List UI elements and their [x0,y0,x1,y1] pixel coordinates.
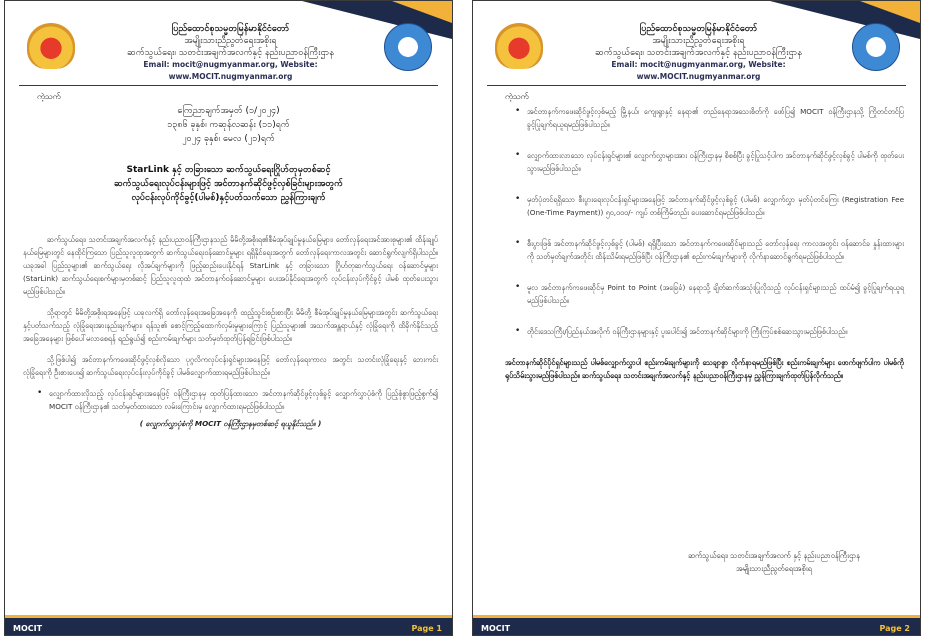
corner-ribbon-accent [392,1,452,23]
subject-line: ဆက်သွယ်ရေးလုပ်ငန်းများဖြင့် အင်တာနက်ဆိုင်ဖွင့်လှစ်ခြင်းများအတွက် [114,179,343,189]
page-footer [473,613,920,635]
footer-org-label: MOCIT [481,624,511,633]
reference-label: ကဲ့သက် [505,92,529,101]
page-number: Page 1 [411,624,442,633]
bullet-icon: • [515,282,521,292]
signature-block [688,549,860,575]
list-item-text: မူလ အင်တာနက်ကဖေးဆိုင်မှ Point to Point (အခြေခံ) နေရာသို့ ချိတ်ဆက်အသုံးပြုလိုသည့် လုပ်ငန်းရှင်များသည် ထပ်မံ၍ ခွင့်ပြုချက်ရယူရမည်ဖြစ်ပါသည်။ [527,283,904,305]
state-emblem-icon [495,23,543,69]
footer-org-label: MOCIT [13,624,43,633]
letterhead-contact: Email: mocit@nugmyanmar.org, Website: www.MOCIT.nugmyanmar.org [143,60,318,81]
signature-ministry: ဆက်သွယ်ရေး၊ သတင်းအချက်အလက် နှင့် နည်းပညာဝန်ကြီးဌာန [687,551,860,560]
list-item-text: လျှောက်ထားလာသော လုပ်ငန်းရှင်များ၏ လျှောက်လွှာများအား ဝန်ကြီးဌာနမှ စိစစ်ပြီး ခွင့်ပြုသင့်ပါက အင်တာနက်ဆိုင်ဖွင့်လှစ်ခွင့် ပါမစ်ကို ထုတ်ပေးသွားမည်ဖြစ်ပါသည်။ [527,151,904,173]
bullet-icon: • [515,106,521,116]
header-divider [19,85,438,86]
list-item-text: တိုင်းဒေသကြီး/ပြည်နယ်အလိုက် ဝန်ကြီးဌာနများနှင့် ပူးပေါင်း၍ အင်တာနက်ဆိုင်များကို ကြီးကြပ်စစ်ဆေးသွားမည်ဖြစ်ပါသည်။ [527,327,848,336]
bullet-icon: • [515,150,521,160]
list-item-text: စီးပွားဖြစ် အင်တာနက်ဆိုင်ဖွင့်လှစ်ခွင့် (ပါမစ်) ရရှိပြီးသော အင်တာနက်ကဖေးဆိုင်များသည် တော်လှန်ရေး ကာလအတွင်း ဝန်ဆောင်ခ နှုန်းထားများကို သတ်မှတ်ချက်အတိုင်း ထိန်းသိမ်းရမည်ဖြစ်ပြီး ဝန်ကြီးဌာန၏ စည်းကမ်းချက်များကို လိုက်နာဆောင်ရွက်ရမည်ဖြစ်ပါသည်။ [527,239,904,261]
reference-label: ကဲ့သက် [37,92,61,101]
body-paragraph: သို့ရာတွင် မိမိတို့အစိုးရအနေဖြင့် ယခုလက်ရှိ တော်လှန်ရေးအခြေအနေကို ထည့်သွင်းစဉ်းစားပြီး မိမိတို့ စီမံအုပ်ချုပ်မှုနယ်မြေများအတွင်း ဆက်သွယ်ရေးနှင့်ပတ်သက်သည့် လုံခြုံရေးအားနည်းချက်များ၊ ရန်သူ၏ စောင့်ကြည့်ထောက်လှမ်းမှုများကြောင့် ပြည်သူများ၏ အသက်အန္တရာယ်နှင့် လုံခြုံရေးကို ထိခိုက်နိုင်သည့် အခြေအနေများ ဖြစ်ပေါ်မလာစေရန် ရည်ရွယ်၍ စည်းကမ်းချက်များ သတ်မှတ်ထုတ်ပြန်ရခြင်းဖြစ်ပါသည်။ [23,308,438,343]
letterhead [551,23,846,83]
bullet-icon: • [37,388,43,398]
announcement-number: ကြေညာချက်အမှတ် (၁/၂၀၂၄) [177,106,280,116]
letterhead-ministry: ဆက်သွယ်ရေး၊ သတင်းအချက်အလက်နှင့် နည်းပညာဝန်ကြီးဌာန [127,48,334,58]
letterhead-country: ပြည်ထောင်စုသမ္မတမြန်မာနိုင်ငံတော် [639,24,758,34]
bullet-icon: • [515,326,521,336]
header-divider [487,85,906,86]
footer-bar [473,618,920,635]
list-item [515,325,904,338]
application-note: ( လျှောက်လွှာပုံစံကို MOCIT ဝန်ကြီးဌာနမှတစ်ဆင့် ရယူနိုင်သည်။ ) [139,419,322,428]
corner-ribbon-accent [860,1,920,23]
page-footer [5,613,452,635]
state-emblem-icon [27,23,75,69]
announcement-body [23,233,438,430]
list-item-text: လျှောက်ထားလိုသည့် လုပ်ငန်းရှင်များအနေဖြင့် ဝန်ကြီးဌာနမှ ထုတ်ပြန်ထားသော အင်တာနက်ဆိုင်ဖွင့်လှစ်ခွင့် လျှောက်လွှာပုံစံကို ပြည့်စုံစွာဖြည့်စွက်၍ MOCIT ဝန်ကြီးဌာန၏ သတ်မှတ်ထားသော လမ်းကြောင်းမှ လျှောက်ထားရမည်ဖြစ်ပါသည်။ [49,389,438,411]
document-page-2 [472,0,921,636]
bullet-icon: • [515,238,521,248]
page-number: Page 2 [879,624,910,633]
letterhead [83,23,378,83]
bullet-icon: • [515,194,521,204]
list-item [515,149,904,175]
list-item [515,237,904,263]
letterhead-country: ပြည်ထောင်စုသမ္မတမြန်မာနိုင်ငံတော် [171,24,290,34]
body-paragraph: ဆက်သွယ်ရေး၊ သတင်းအချက်အလက်နှင့် နည်းပညာဝန်ကြီးဌာနသည် မိမိတို့အစိုးရ၏စီမံအုပ်ချုပ်မှုနယ်မြေများ၊ တော်လှန်ရေးအင်အားစုများ၏ ထိန်းချုပ်နယ်မြေများတွင် နေထိုင်ကြသော ပြည်သူလူထုအတွက် ဆက်သွယ်ရေးဝန်ဆောင်မှုများ ရရှိနိုင်ရေးအတွက် တော်လှန်ရေးကာလအတွင်း ဆောင်ရွက်လျက်ရှိပါသည်။ ယခုအခါ ပြည်သူများ၏ ဆက်သွယ်ရေး လိုအပ်ချက်များကို ဖြည့်ဆည်းပေးနိုင်ရန် StarLink နှင့် တခြားသော ဂြိုဟ်တုဆက်သွယ်ရေး ဝန်ဆောင်မှုများ (StarLink) ဆက်သွယ်ရေးစက်များမှတစ်ဆင့် ပြည်သူလူထုထံ အင်တာနက်ဝန်ဆောင်မှုများ ပေးအပ်နိုင်ရေးအတွက် လုပ်ငန်းလုပ်ကိုင်ခွင့် ပါမစ် ထုတ်ပေးသွားမည်ဖြစ်ပါသည်။ [23,235,438,296]
announcement-date-gregorian: ၂၀၂၄ ခုနှစ်၊ မေလ (၂၁)ရက် [182,134,275,144]
signature-government: အမျိုးသားညီညွတ်ရေးအစိုးရ [736,564,812,573]
announcement-date-burmese: ၁၃၈၆ ခုနှစ်၊ ကဆုန်လဆန်း (၁၁)ရက် [167,120,290,130]
announcement-body-continued [493,105,904,382]
announcement-title [5,104,452,146]
letterhead-ministry: ဆက်သွယ်ရေး၊ သတင်းအချက်အလက်နှင့် နည်းပညာဝန်ကြီးဌာန [595,48,802,58]
list-item [37,387,438,413]
ministry-logo-icon [852,23,900,71]
list-item-text: အင်တာနက်ကဖေးဆိုင်ဖွင့်လှစ်မည့် မြို့နယ်၊ ကျေးရွာနှင့် နေရာ၏ တည်နေရာအသေးစိတ်ကို ဖော်ပြ၍ MOCIT ဝန်ကြီးဌာနသို့ ကြိုတင်တင်ပြ ခွင့်ပြုချက်ရယူရမည်ဖြစ်ပါသည်။ [527,107,904,129]
subject-line: StarLink နှင့် တခြားသော ဆက်သွယ်ရေးဂြိုဟ်တုမှတစ်ဆင့် [126,165,331,175]
subject-line: လုပ်ငန်းလုပ်ကိုင်ခွင့်(ပါမစ်)နှင့်ပတ်သက်သော ညွှန်ကြားချက် [131,193,326,203]
letterhead-government: အမျိုးသားညီညွတ်ရေးအစိုးရ [184,36,277,46]
closing-statement: အင်တာနက်ဆိုင်ပိုင်ရှင်များသည် ပါမစ်လျှောက်လွှာပါ စည်းကမ်းချက်များကို သေချာစွာ လိုက်နာရမည်ဖြစ်ပြီး စည်းကမ်းချက်များ ဖောက်ဖျက်ပါက ပါမစ်ကို ရုပ်သိမ်းသွားမည်ဖြစ်ပါသည်။ ဆက်သွယ်ရေး၊ သတင်းအချက်အလက်နှင့် နည်းပညာဝန်ကြီးဌာနမှ ညွှန်ကြားချက်ထုတ်ပြန်လိုက်သည်။ [505,358,904,380]
document-page-1 [4,0,453,636]
footer-bar [5,618,452,635]
body-paragraph: သို့ဖြစ်ပါ၍ အင်တာနက်ကဖေးဆိုင်ဖွင့်လှစ်လိုသော ပုဂ္ဂလိကလုပ်ငန်းရှင်များအနေဖြင့် တော်လှန်ရေးကာလ အတွင်း သတင်းလုံခြုံရေးနှင့် ဘေးကင်းလုံခြုံရေးကို ဦးစားပေး၍ ဆက်သွယ်ရေးလုပ်ငန်းလုပ်ကိုင်ခွင့် ပါမစ်လျှောက်ထားရမည်ဖြစ်ပါသည်။ [23,355,438,377]
letterhead-government: အမျိုးသားညီညွတ်ရေးအစိုးရ [652,36,745,46]
announcement-subject [25,163,432,205]
list-item [515,193,904,219]
letterhead-contact: Email: mocit@nugmyanmar.org, Website: www.MOCIT.nugmyanmar.org [611,60,786,81]
ministry-logo-icon [384,23,432,71]
list-item [515,105,904,131]
list-item [515,281,904,307]
list-item-text: မှတ်ပုံတင်ရရှိသော စီးပွားရေးလုပ်ငန်းရှင်များအနေဖြင့် အင်တာနက်ဆိုင်ဖွင့်လှစ်ခွင့် (ပါမစ်) လျှောက်လွှာ မှတ်ပုံတင်ကြေး (Registration Fee (One-Time Payment)) ၅၀,၀၀၀/- ကျပ် တစ်ကြိမ်တည်း ပေးဆောင်ရမည်ဖြစ်ပါသည်။ [527,195,904,217]
